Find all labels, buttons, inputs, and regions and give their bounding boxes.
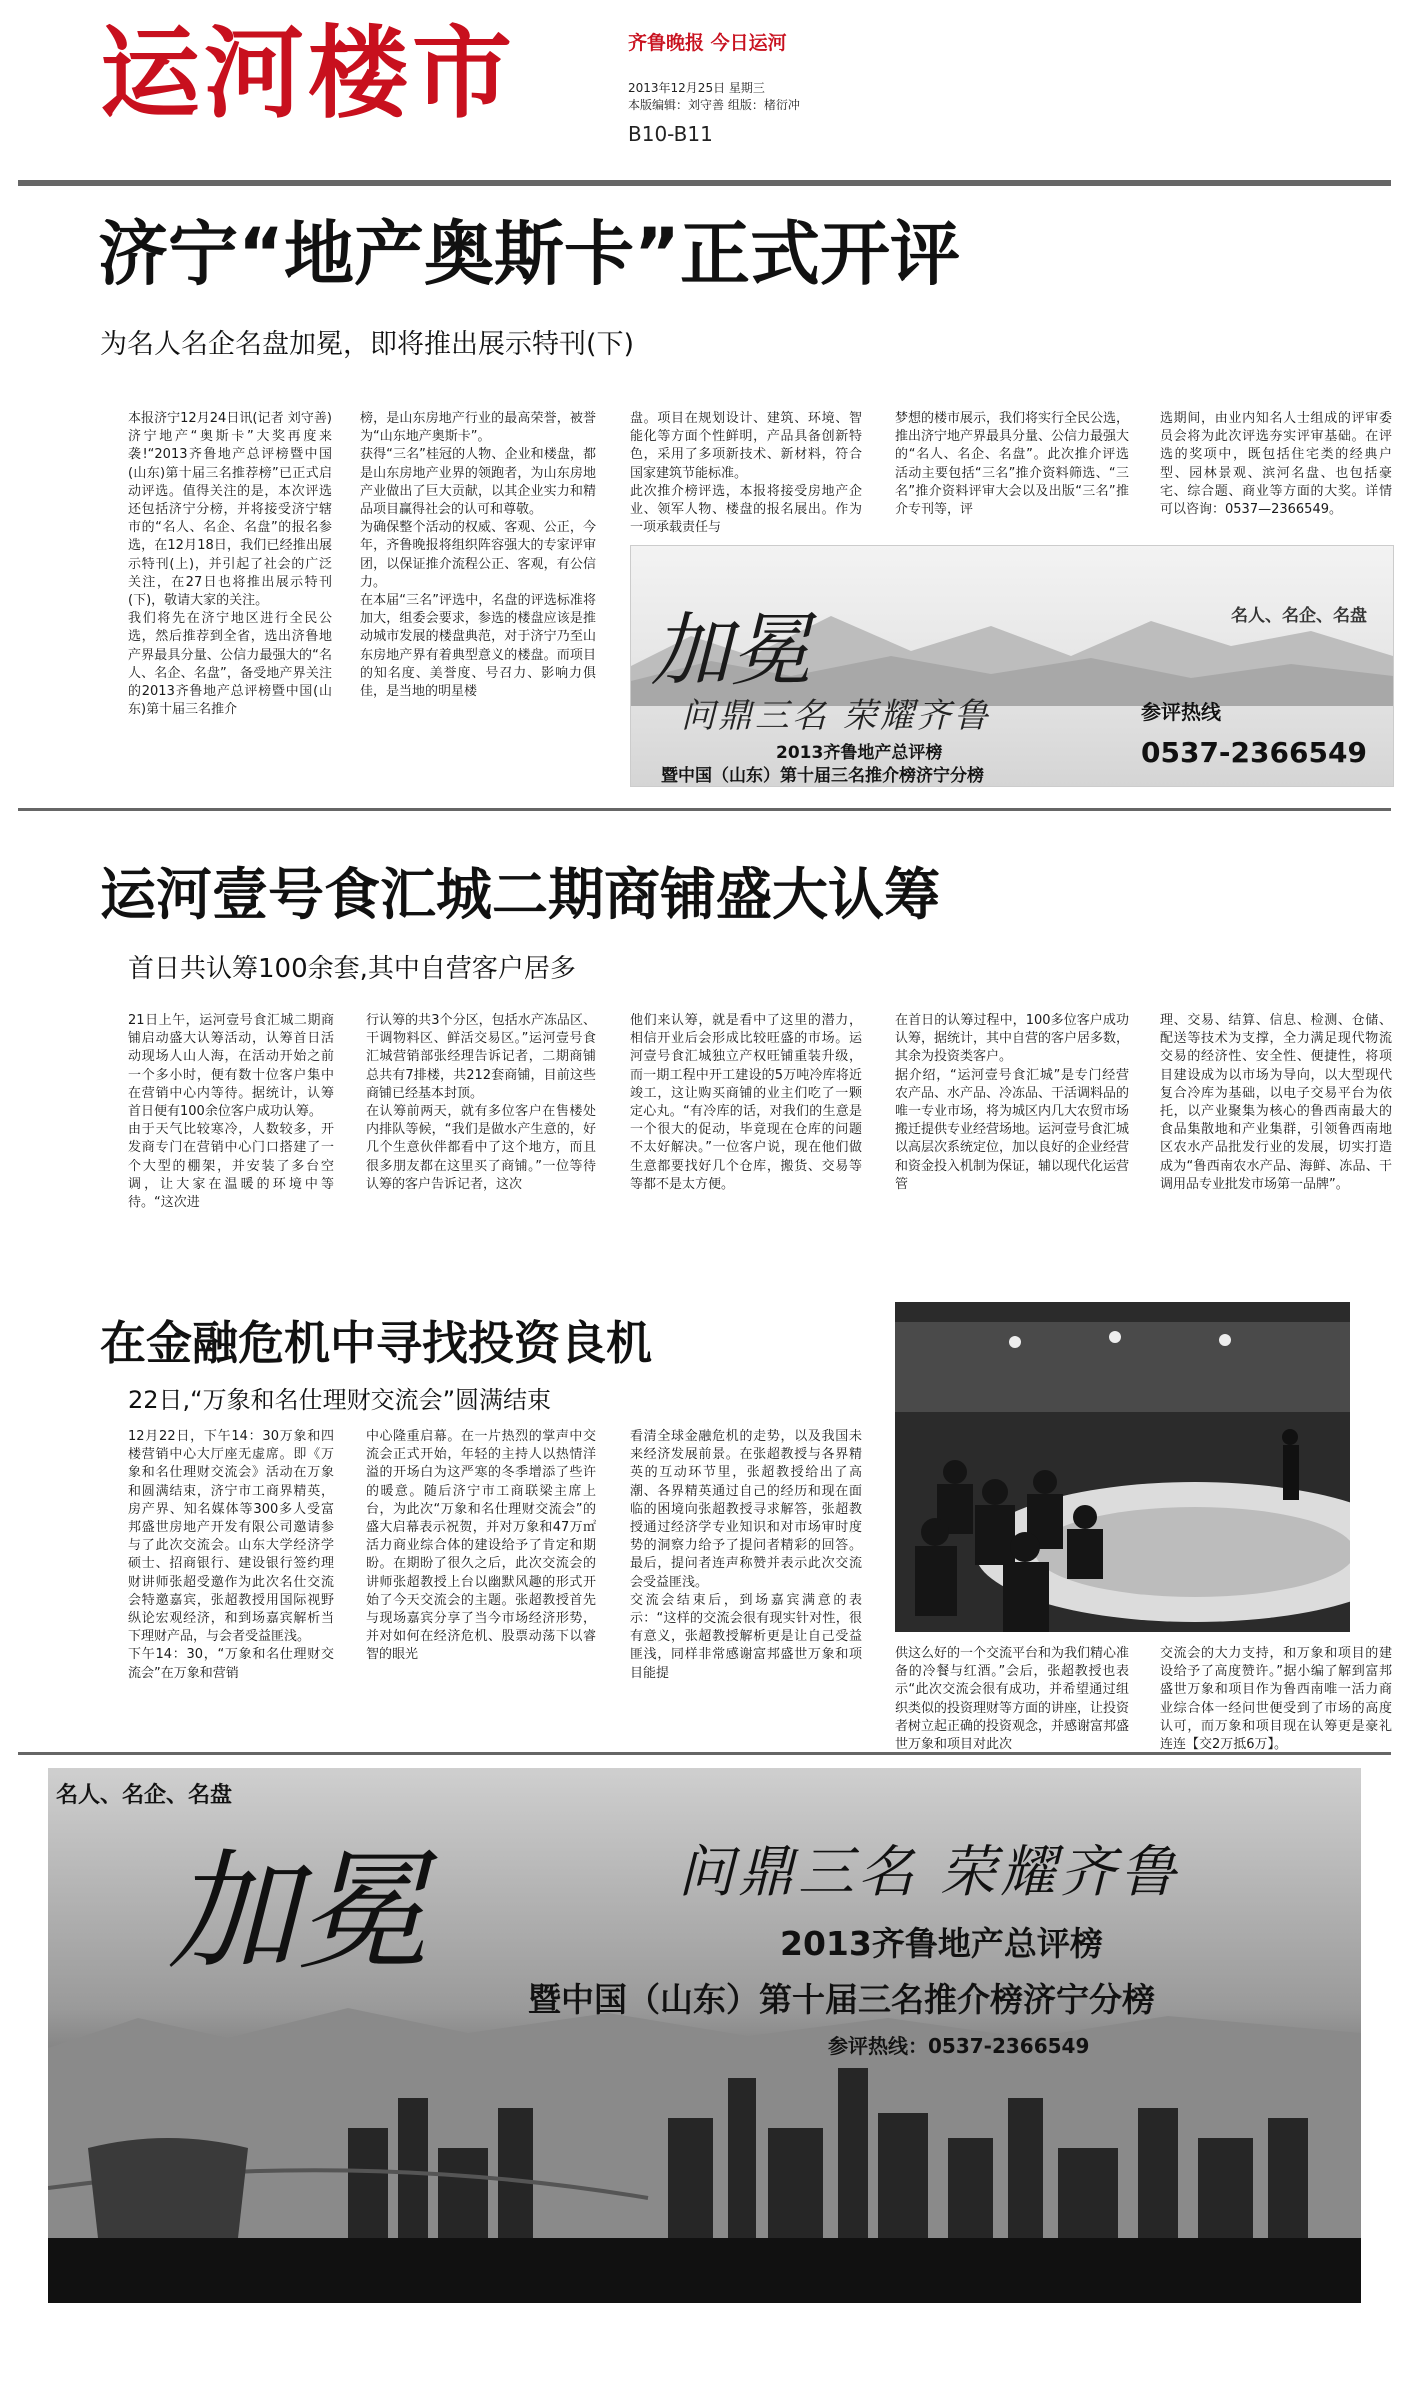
- story1-column-4: [895, 410, 1129, 540]
- story2-column-4: [895, 1012, 1129, 1282]
- story2-column-2: [366, 1012, 596, 1282]
- story2-headline: 运河壹号食汇城二期商铺盛大认筹: [100, 863, 940, 928]
- story1-text-5: 选期间，由业内知名人士组成的评审委员会将为此次评选夯实评审基础。在评选的奖项中，既包括住宅类的经典户型、园林景观、滨河名盘、也包括豪宅、综合题、商业等方面的大奖。详情可以咨询：0537—2366549。: [1160, 411, 1392, 518]
- masthead-brand: 齐鲁晚报 今日运河: [628, 32, 787, 54]
- ad2-hotline: 参评热线：0537-2366549: [828, 2034, 1090, 2058]
- story3-column-5: [1160, 1645, 1392, 1760]
- story3-text-2: 中心隆重启幕。在一片热烈的掌声中交流会正式开始，年轻的主持人以热情洋溢的开场白为这严寒的冬季增添了些许的暖意。随后济宁市工商联梁主席上台，为此次“万象和名仕理财交流会”的盛大启幕表示祝贺，并对万象和47万㎡活力商业综合体的建设给予了肯定和期盼。在期盼了很久之后，此次交流会的讲师张超教授上台以幽默风趣的形式开始了今天交流会的主题。张超教授首先与现场嘉宾分享了当今市场经济形势，并对如何在经济危机、股票动荡下以睿智的眼光: [366, 1429, 596, 1663]
- section-divider-1: [18, 808, 1391, 811]
- story2-text-4: 在首日的认筹过程中，100多位客户成功认筹，据统计，其中自营的客户居多数，其余为投资类客户。 据介绍，“运河壹号食汇城”是专门经营农产品、水产品、冷冻品、干活调料品的唯一专业市场，将为城区内几大农贸市场搬迁提供专业经营场地。运河壹号食汇城以高层次系统定位，加以良好的企业经营和资金投入机制为保证，辅以现代化运营管: [895, 1013, 1129, 1192]
- masthead-meta: [628, 80, 800, 114]
- editor-credits: 本版编辑：刘守善 组版：楮衍冲: [628, 98, 800, 112]
- ad1-slogan: 问鼎三名 荣耀齐鲁: [681, 696, 991, 736]
- ad-banner-large: [48, 1768, 1361, 2303]
- story3-subhead: 22日,“万象和名仕理财交流会”圆满结束: [128, 1386, 552, 1414]
- story3-column-1: [128, 1428, 334, 1758]
- ad1-hotline-label: 参评热线: [1141, 700, 1221, 724]
- top-divider: [18, 180, 1391, 186]
- story3-text-3: 看清全球金融危机的走势，以及我国未来经济发展前景。在张超教授与各界精英的互动环节里，张超教授给出了高潮、各界精英通过自己的经历和现在面临的困境向张超教授寻求解答，张超教授通过经济学专业知识和对市场审时度势的洞察力给予了提问者精彩的回答。最后，提问者连声称赞并表示此次交流会受益匪浅。 交流会结束后，到场嘉宾满意的表示：“这样的交流会很有现实针对性，很有意义，张超教授解析更是让自己受益匪浅，同样非常感谢富邦盛世万象和项目能提: [630, 1429, 862, 1681]
- ad2-slogan: 问鼎三名 荣耀齐鲁: [678, 1840, 1180, 1905]
- ad2-tagline: 名人、名企、名盘: [56, 1783, 233, 1808]
- ad1-calligraphy: 加冕: [651, 604, 811, 697]
- story2-column-3: [630, 1012, 862, 1282]
- story2-text-2: 行认筹的共3个分区，包括水产冻品区、干调物料区、鲜活交易区。”运河壹号食汇城营销部张经理告诉记者，二期商铺总共有7排楼，共212套商铺，目前这些商铺已经基本封顶。 在认筹前两天，就有多位客户在售楼处内排队等候，“我们是做水产生意的，好几个生意伙伴都看中了这个地方，而且很多朋友都在这里买了商铺。”一位等待认筹的客户告诉记者，这次: [366, 1013, 596, 1192]
- story1-headline: 济宁“地产奥斯卡”正式开评: [98, 213, 961, 295]
- ad1-tagline: 名人、名企、名盘: [1231, 606, 1367, 626]
- story1-column-3: [630, 410, 862, 540]
- story2-text-1: 21日上午，运河壹号食汇城二期商铺启动盛大认筹活动，认筹首日活动现场人山人海，在活动开始之前一个多小时，便有数十位客户集中在营销中心内等待。据统计，认筹首日便有100余位客户成功认筹。 由于天气比较寒冷，人数较多，开发商专门在营销中心门口搭建了一个大型的棚架，并安装了多台空调，让大家在温暖的环境中等待。“这次进: [128, 1013, 334, 1211]
- story3-text-5: 交流会的大力支持，和万象和项目的建设给予了高度赞许。”据小编了解到富邦盛世万象和项目作为鲁西南唯一活力商业综合体一经问世便受到了市场的高度认可，而万象和项目现在认筹更是豪礼连连【交2万抵6万】。: [1160, 1646, 1392, 1753]
- page-range: B10-B11: [628, 122, 713, 146]
- story1-column-1: [128, 410, 332, 785]
- ad1-event-line2: 暨中国（山东）第十届三名推介榜济宁分榜: [661, 766, 984, 786]
- masthead-title: 运河楼市: [100, 14, 516, 132]
- story3-text-1: 12月22日，下午14：30万象和四楼营销中心大厅座无虚席。即《万象和名仕理财交流会》活动在万象和圆满结束，济宁市工商界精英，房产界、知名媒体等300多人受富邦盛世房地产开发有限公司邀请参与了此次交流会。山东大学经济学硕士、招商银行、建设银行签约理财讲师张超受邀作为此次名仕交流会特邀嘉宾，张超教授用国际视野纵论宏观经济，和到场嘉宾解析当下理财产品，与会者受益匪浅。 下午14：30，“万象和名仕理财交流会”在万象和营销: [128, 1429, 334, 1681]
- ad2-event-line1: 2013齐鲁地产总评榜: [780, 1924, 1103, 1963]
- story1-text-2: 榜，是山东房地产行业的最高荣誉，被誉为“山东地产奥斯卡”。 获得“三名”桂冠的人物、企业和楼盘，都是山东房地产业界的领跑者，为山东房地产业做出了巨大贡献，以其企业实力和精品项目赢得社会的认可和尊敬。 为确保整个活动的权威、客观、公正，今年，齐鲁晚报将组织阵容强大的专家评审团，以保证推介流程公正、客观，有公信力。 在本届“三名”评选中，名盘的评选标准将加大，组委会要求，参选的楼盘应该是推动城市发展的楼盘典范，对于济宁乃至山东房地产界有着典型意义的楼盘。而项目的知名度、美誉度、号召力、影响力俱佳，是当地的明星楼: [360, 411, 596, 700]
- story3-text-4: 供这么好的一个交流平台和为我们精心准备的冷餐与红酒。”会后，张超教授也表示“此次交流会很有成功，并希望通过组织类似的投资理财等方面的讲座，让投资者树立起正确的投资观念，并感谢富邦盛世万象和项目对此次: [895, 1646, 1129, 1753]
- story1-text-3: 盘。项目在规划设计、建筑、环境、智能化等方面个性鲜明，产品具备创新特色，采用了多项新技术、新材料，符合国家建筑节能标准。 此次推介榜评选，本报将接受房地产企业、领军人物、楼盘的报名展出。作为一项承载责任与: [630, 411, 862, 536]
- story1-text-1: 本报济宁12月24日讯(记者 刘守善) 济宁地产“奥斯卡”大奖再度来袭!“2013齐鲁地产总评榜暨中国(山东)第十届三名推荐榜”已正式启动评选。值得关注的是，本次评选还包括济宁分榜，并将接受济宁辖市的“名人、名企、名盘”的报名参选，在12月18日，我们已经推出展示特刊(上)，并引起了社会的广泛关注，在27日也将推出展示特刊(下)，敬请大家的关注。 我们将先在济宁地区进行全民公选，然后推荐到全省，选出济鲁地产界最具分量、公信力最强大的“名人、名企、名盘”，备受地产界关注的2013齐鲁地产总评榜暨中国(山东)第十届三名推介: [128, 411, 332, 718]
- story1-column-2: [360, 410, 596, 785]
- issue-date: 2013年12月25日 星期三: [628, 81, 765, 95]
- story3-column-3: [630, 1428, 862, 1758]
- story3-column-4: [895, 1645, 1129, 1760]
- story3-headline: 在金融危机中寻找投资良机: [100, 1316, 652, 1370]
- ad1-hotline-number: 0537-2366549: [1141, 736, 1367, 769]
- event-photo: [895, 1302, 1350, 1632]
- story2-column-1: [128, 1012, 334, 1282]
- story1-subhead: 为名人名企名盘加冕，即将推出展示特刊(下): [100, 329, 635, 360]
- ad1-event-line1: 2013齐鲁地产总评榜: [776, 743, 943, 763]
- ad2-calligraphy: 加冕: [168, 1836, 429, 1988]
- ad2-event-line2: 暨中国（山东）第十届三名推介榜济宁分榜: [528, 1980, 1155, 2019]
- story1-column-5: [1160, 410, 1392, 540]
- story2-text-5: 理、交易、结算、信息、检测、仓储、配送等技术为支撑，全力满足现代物流交易的经济性、安全性、便捷性，将项目建设成为以市场为导向，以大型现代复合冷库为基础，以电子交易平台为依托，以产业聚集为核心的鲁西南最大的食品集散地和产业集群，引领鲁西南地区农水产品批发行业的发展，切实打造成为“鲁西南农水产品、海鲜、冻品、干调用品专业批发市场第一品牌”。: [1160, 1013, 1392, 1192]
- ad-banner-small: [630, 545, 1394, 787]
- story1-text-4: 梦想的楼市展示，我们将实行全民公选，推出济宁地产界最具分量、公信力最强大的“名人、名企、名盘”。此次推介评选活动主要包括“三名”推介资料筛选、“三名”推介资料评审大会以及出版“三名”推介专刊等，评: [895, 411, 1129, 518]
- story3-column-2: [366, 1428, 596, 1758]
- audience-photo-illustration: [895, 1302, 1350, 1632]
- story2-subhead: 首日共认筹100余套,其中自营客户居多: [128, 954, 576, 984]
- story2-text-3: 他们来认筹，就是看中了这里的潜力，相信开业后会形成比较旺盛的市场。运河壹号食汇城独立产权旺铺重装升级，而一期工程中开工建设的5万吨冷库将近竣工，这让购买商铺的业主们吃了一颗定心丸。“有冷库的话，对我们的生意是一个很大的促动，毕竟现在仓库的问题不太好解决。”一位客户说，现在他们做生意都要找好几个仓库，搬货、交易等等都不是太方便。: [630, 1013, 862, 1192]
- section-divider-2: [18, 1752, 1391, 1755]
- story2-column-5: [1160, 1012, 1392, 1282]
